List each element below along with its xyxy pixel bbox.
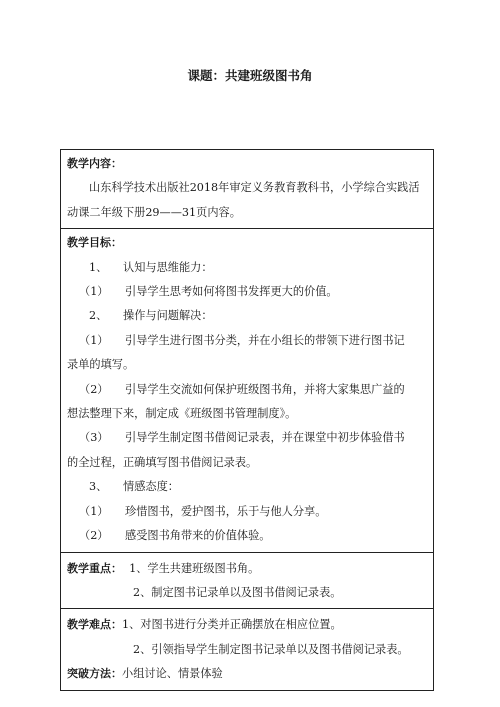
objective-1-item-1 [67, 280, 427, 304]
difficulties-cell [61, 609, 433, 689]
key-points-line-1 [67, 557, 427, 581]
difficulty-1: 1、对图书进行分类并正确摆放在相应位置。 [122, 618, 342, 632]
objective-section-2 [67, 304, 427, 328]
objective-3-item-1-text: 珍惜图书，爱护图书，乐于与他人分享。 [125, 504, 327, 518]
objective-section-2-number: 2、 [89, 309, 108, 323]
objective-section-2-label: 操作与问题解决： [123, 309, 213, 323]
objective-2-item-3-continued: 的全过程，正确填写图书借阅记录表。 [67, 455, 258, 469]
methods-heading: 突破方法： [67, 667, 122, 681]
objective-1-item-1-number: （1） [79, 285, 109, 299]
objective-2-item-3 [67, 426, 427, 450]
objective-3-item-2-text: 感受图书角带来的价值体验。 [125, 529, 271, 543]
objective-section-1 [67, 256, 427, 280]
difficulties-line-1 [67, 613, 427, 637]
objective-2-item-2 [67, 378, 427, 402]
objective-2-item-2-number: （2） [79, 382, 109, 396]
objective-3-item-2-number: （2） [79, 529, 109, 543]
teaching-content-heading: 教学内容： [67, 157, 122, 170]
teaching-content-text: 山东科学技术出版社2018年审定义务教育教科书，小学综合实践活动课二年级下册29——31页内容。 [67, 181, 420, 219]
objective-section-3-number: 3、 [89, 480, 108, 494]
teaching-content-cell [61, 150, 433, 229]
objective-2-item-2-text-a: 引导学生交流如何保护班级图书角，并将大家集思广益的 [125, 382, 405, 396]
lesson-title: 课题：共建班级图书角 [187, 68, 313, 83]
objective-2-item-1 [67, 329, 427, 353]
teaching-objectives-heading: 教学目标： [67, 236, 122, 250]
objective-2-item-1-continued: 录单的填写。 [67, 358, 135, 372]
objective-2-item-1-text-a: 引导学生进行图书分类，并在小组长的带领下进行图书记 [125, 333, 405, 347]
objective-3-item-1-number: （1） [79, 504, 109, 518]
objective-2-item-1-number: （1） [79, 333, 109, 347]
lesson-plan-table [60, 149, 434, 691]
key-points-cell [61, 553, 433, 610]
objective-2-item-3-number: （3） [79, 431, 109, 445]
teaching-objectives-cell [61, 229, 433, 552]
objective-3-item-2 [67, 524, 427, 548]
key-point-2: 2、制定图书记录单以及图书借阅记录表。 [133, 585, 342, 599]
methods-line [67, 662, 427, 686]
difficulties-heading: 教学难点： [67, 618, 122, 632]
difficulty-2: 2、引领指导学生制定图书记录单以及图书借阅记录表。 [133, 642, 409, 656]
objective-section-1-number: 1、 [89, 260, 108, 274]
key-point-1: 1、学生共建班级图书角。 [129, 561, 260, 575]
objective-section-1-label: 认知与思维能力： [123, 260, 213, 274]
objective-3-item-1 [67, 500, 427, 524]
objective-2-item-3-text-a: 引导学生制定图书借阅记录表，并在课堂中初步体验借书 [125, 431, 405, 445]
objective-1-item-1-text: 引导学生思考如何将图书发挥更大的价值。 [125, 285, 338, 299]
objective-section-3-label: 情感态度： [123, 480, 179, 494]
key-points-heading: 教学重点： [67, 561, 122, 575]
objective-2-item-2-continued: 想法整理下来，制定成《班级图书管理制度》。 [67, 407, 297, 421]
methods-text: 小组讨论、情景体验 [122, 667, 223, 681]
objective-section-3 [67, 475, 427, 499]
